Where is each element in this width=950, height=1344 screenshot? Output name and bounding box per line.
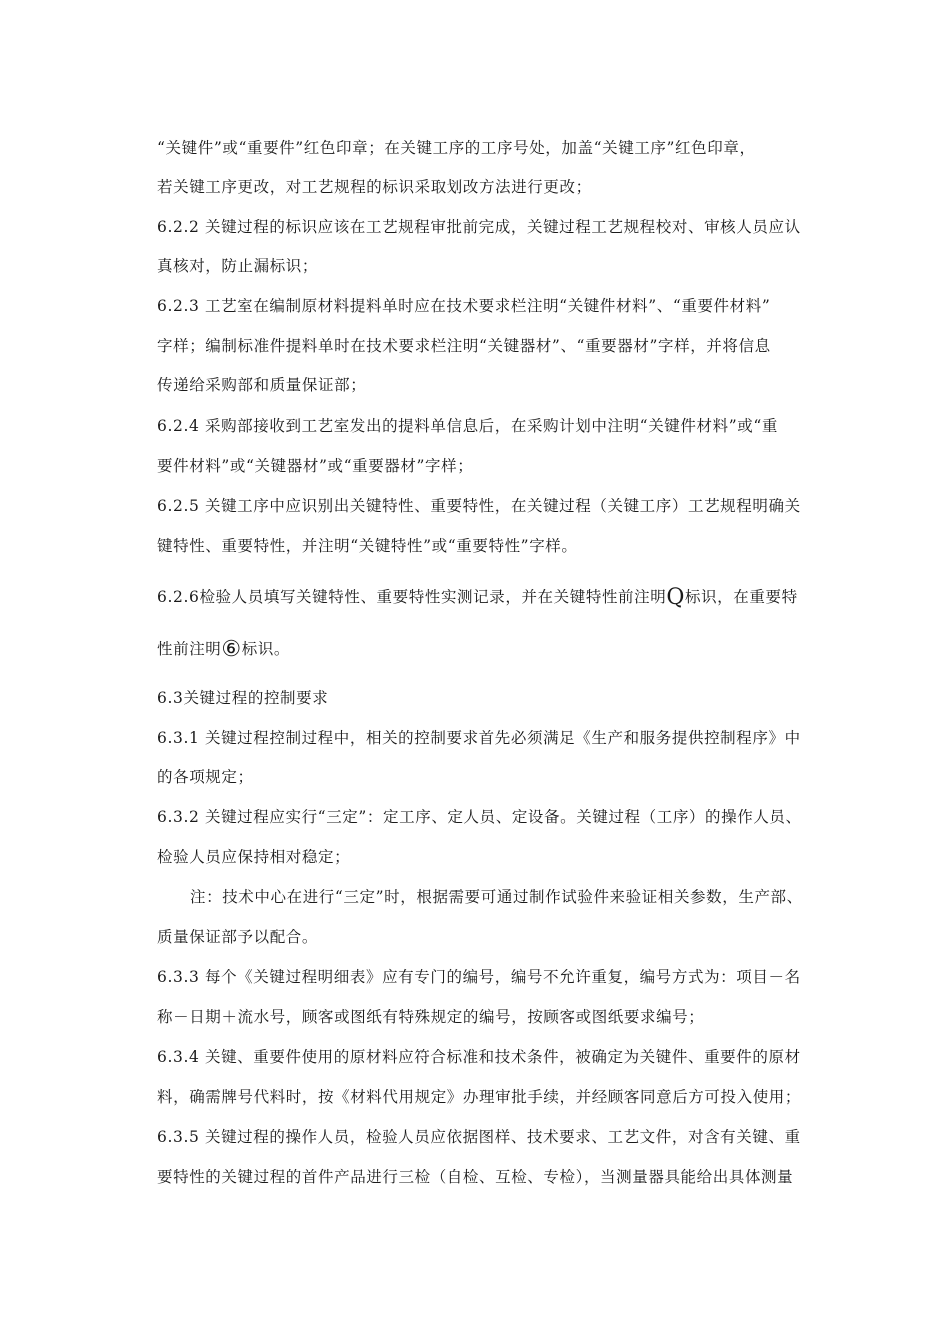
important-characteristic-mark: ⑥ (221, 637, 242, 662)
text-line: 6.2.4 采购部接收到工艺室发出的提料单信息后，在采购计划中注明“关键件材料”或“重 (157, 417, 778, 435)
text-line: 6.3.2 关键过程应实行“三定”：定工序、定人员、定设备。关键过程（工序）的操作人员、 (157, 808, 802, 826)
text-segment: 标识。 (241, 640, 291, 658)
text-line: “关键件”或“重要件”红色印章；在关键工序的工序号处，加盖“关键工序”红色印章， (157, 139, 756, 157)
note-line: 注：技术中心在进行“三定”时，根据需要可通过制作试验件来验证相关参数，生产部、 (190, 888, 803, 906)
text-line: 若关键工序更改，对工艺规程的标识采取划改方法进行更改； (157, 178, 592, 196)
text-line: 料，确需牌号代料时，按《材料代用规定》办理审批手续，并经顾客同意后方可投入使用； (157, 1088, 802, 1106)
text-line: 质量保证部予以配合。 (157, 928, 319, 946)
text-line: 字样；编制标准件提料单时在技术要求栏注明“关键器材”、“重要器材”字样，并将信息 (157, 337, 771, 355)
text-segment: 6.2.6检验人员填写关键特性、重要特性实测记录，并在关键特性前注明 (157, 588, 667, 606)
text-line: 称－日期＋流水号，顾客或图纸有特殊规定的编号，按顾客或图纸要求编号； (157, 1008, 705, 1026)
text-line: 传递给采购部和质量保证部； (157, 376, 367, 394)
text-segment: 性前注明 (157, 640, 222, 658)
section-heading: 6.3关键过程的控制要求 (157, 689, 329, 707)
text-line: 6.2.3 工艺室在编制原材料提料单时应在技术要求栏注明“关键件材料”、“重要件材料” (157, 297, 771, 315)
text-line: 6.3.3 每个《关键过程明细表》应有专门的编号，编号不允许重复，编号方式为：项目－名 (157, 968, 801, 986)
text-line-6-2-6 (157, 587, 857, 608)
text-line: 6.3.5 关键过程的操作人员，检验人员应依据图样、技术要求、工艺文件，对含有关键、重 (157, 1128, 801, 1146)
text-line: 的各项规定； (157, 768, 254, 786)
text-line: 要件材料”或“关键器材”或“重要器材”字样； (157, 457, 474, 475)
text-line: 6.3.4 关键、重要件使用的原材料应符合标准和技术条件，被确定为关键件、重要件的原材 (157, 1048, 801, 1066)
key-characteristic-mark: Q (666, 585, 685, 610)
text-line: 真核对，防止漏标识； (157, 257, 319, 275)
text-line-6-2-6-cont (157, 639, 857, 660)
text-line: 要特性的关键过程的首件产品进行三检（自检、互检、专检），当测量器具能给出具体测量 (157, 1168, 794, 1186)
text-line: 6.2.2 关键过程的标识应该在工艺规程审批前完成，关键过程工艺规程校对、审核人员应认 (157, 218, 801, 236)
text-line: 6.3.1 关键过程控制过程中，相关的控制要求首先必须满足《生产和服务提供控制程序》中 (157, 729, 801, 747)
text-line: 检验人员应保持相对稳定； (157, 848, 351, 866)
text-line: 键特性、重要特性，并注明“关键特性”或“重要特性”字样。 (157, 537, 578, 555)
text-line: 6.2.5 关键工序中应识别出关键特性、重要特性，在关键过程（关键工序）工艺规程明确关 (157, 497, 801, 515)
text-segment: 标识，在重要特 (684, 588, 798, 606)
